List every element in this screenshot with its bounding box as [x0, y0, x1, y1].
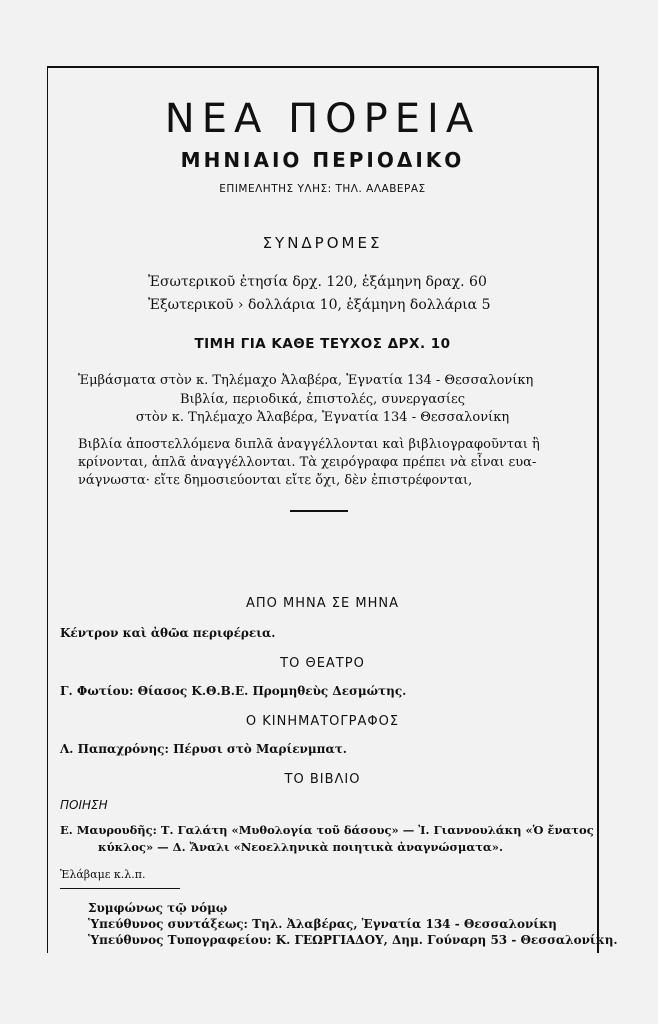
section-heading-book: ΤΟ ΒΙΒΛΙΟ: [284, 772, 361, 787]
theatre-entry: Γ. Φωτίου: Θίασος Κ.Θ.Β.Ε. Προμηθεὺς Δεσμώτης.: [60, 684, 407, 698]
notice-line-2: κρίνονται, ἁπλᾶ ἀναγγέλλονται. Τὰ χειρόγραφα πρέπει νὰ εἶναι ευα-: [78, 455, 537, 470]
footer-line-2: Ὑπεύθυνος συντάξεως: Τηλ. Ἀλαβέρας, Ἐγνατία 134 - Θεσσαλονίκη: [88, 917, 557, 931]
editor-line: ΕΠΙΜΕΛΗΤΗΣ ΥΛΗΣ: ΤΗΛ. ΑΛΑΒΕΡΑΣ: [219, 183, 426, 195]
foreign-rate: Ἐξωτερικοῦ › δολλάρια 10, ἑξάμηνη δολλάρια 5: [148, 297, 491, 313]
section-heading-month: ΑΠΟ ΜΗΝΑ ΣΕ ΜΗΝΑ: [246, 596, 399, 611]
issue-price: ΤΙΜΗ ΓΙΑ ΚΑΘΕ ΤΕΥΧΟΣ ΔΡΧ. 10: [194, 336, 451, 352]
footer-line-1: Συμφώνως τῷ νόμῳ: [88, 901, 228, 915]
footer-line-3: Ὑπεύθυνος Τυπογραφείου: Κ. ΓΕΩΡΓΙΑΔΟΥ, Δημ. Γούναρη 53 - Θεσσαλονίκη.: [88, 933, 618, 947]
magazine-title: ΝΕΑ ΠΟΡΕΙΑ: [164, 96, 481, 142]
footer-divider: [60, 888, 180, 889]
notice-line-3: νάγνωστα· εἴτε δημοσιεύονται εἴτε ὄχι, δὲν ἐπιστρέφονται,: [78, 473, 473, 488]
poetry-line-1: Ε. Μαυρουδῆς: Τ. Γαλάτη «Μυθολογία τοῦ δάσους» — Ἰ. Γιαννουλάκη «Ὁ ἔνατος: [60, 823, 594, 837]
payments-line: Ἐμβάσματα στὸν κ. Τηλέμαχο Ἀλαβέρα, Ἐγνατία 134 - Θεσσαλονίκη: [78, 373, 534, 388]
month-entry: Κέντρον καὶ ἀθῶα περιφέρεια.: [60, 626, 276, 640]
cinema-entry: Λ. Παπαχρόνης: Πέρυσι στὸ Μαρίενμπατ.: [60, 742, 347, 756]
domestic-rate: Ἐσωτερικοῦ ἐτησία δρχ. 120, ἑξάμηνη δραχ. 60: [148, 274, 487, 290]
page-frame: [47, 66, 618, 953]
mail-line-2: στὸν κ. Τηλέμαχο Ἀλαβέρα, Ἐγνατία 134 - Θεσσαλονίκη: [135, 410, 510, 425]
mail-line-1: Βιβλία, περιοδικά, ἐπιστολές, συνεργασίες: [179, 392, 466, 407]
subscriptions-heading: ΣΥΝΔΡΟΜΕΣ: [262, 234, 383, 252]
poetry-label: ΠΟΙΗΣΗ: [60, 798, 108, 812]
poetry-line-2: κύκλος» — Δ. Ἄναλι «Νεοελληνικὰ ποιητικὰ ἀναγνώσματα».: [98, 840, 503, 854]
notice-line-1: Βιβλία ἀποστελλόμενα διπλᾶ ἀναγγέλλονται καὶ βιβλιογραφοῦνται ἢ: [78, 437, 540, 452]
magazine-subtitle: ΜΗΝΙΑΙΟ ΠΕΡΙΟΔΙΚΟ: [180, 148, 465, 172]
section-heading-cinema: Ο ΚΙΝΗΜΑΤΟΓΡΑΦΟΣ: [245, 714, 400, 729]
received-note: Ἐλάβαμε κ.λ.π.: [60, 868, 146, 881]
section-heading-theatre: ΤΟ ΘΕΑΤΡΟ: [280, 656, 365, 671]
divider: [290, 510, 348, 512]
